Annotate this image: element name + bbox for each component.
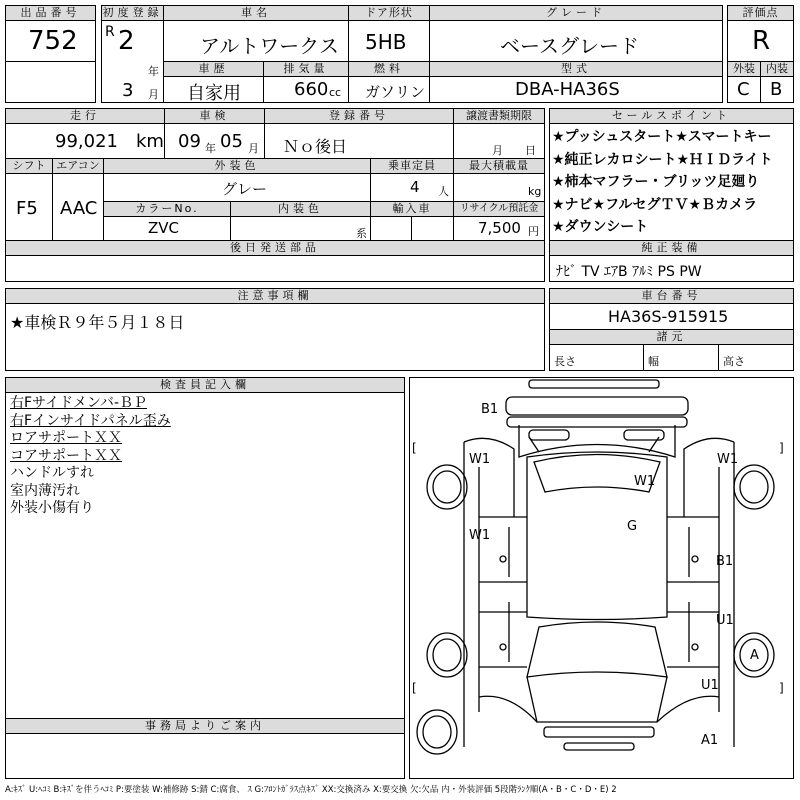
- sales-point: ★ナビ★フルセグＴＶ★Ｂカメラ: [552, 196, 758, 213]
- office-header: 事務局よりご案内: [5, 718, 405, 734]
- inspection-header: 車検: [164, 108, 265, 124]
- handle-left-front: [500, 556, 506, 562]
- inspection-year-unit: 年: [205, 142, 216, 155]
- plate: Ｎｏ後日: [283, 137, 348, 156]
- body-left-side: [464, 442, 479, 747]
- front-fender-left: [464, 438, 514, 517]
- displacement-header: 排気量: [263, 61, 349, 77]
- import-cell: [370, 216, 412, 241]
- mark-u1-right-door: U1: [716, 613, 734, 628]
- chassis-header: 車台番号: [549, 288, 794, 304]
- shift: F5: [16, 198, 38, 219]
- first-reg-month-unit: 月: [148, 88, 159, 101]
- door-right-front: [667, 517, 719, 582]
- handle-right-front: [692, 556, 698, 562]
- docs-header: 譲渡書類期限: [453, 108, 545, 124]
- first-reg-year: 2: [118, 26, 135, 56]
- mark-a-right-wheel: A: [750, 648, 759, 663]
- first-reg-header: 初度登録: [102, 6, 163, 19]
- interior-header: 内装色: [230, 201, 371, 217]
- inspector-note: 右Fインサイドパネル歪み: [10, 412, 171, 429]
- front-grille: [506, 397, 688, 415]
- mark-w1-roof: W1: [634, 474, 656, 489]
- sales-points-header: セールスポイント: [549, 108, 794, 124]
- height-label: 高さ: [723, 355, 745, 368]
- interior-cell: [230, 216, 371, 241]
- length-label: 長さ: [554, 355, 576, 368]
- grade-header: グレード: [429, 5, 723, 21]
- capacity-unit: 人: [438, 185, 449, 198]
- chassis-number: HA36S-915915: [608, 307, 729, 326]
- handle-right-rear: [692, 644, 698, 650]
- sales-point: ★ダウンシート: [552, 219, 649, 235]
- inspection-month: 05: [220, 131, 243, 152]
- int-score-header: 内装: [760, 61, 794, 77]
- mark-g-glass: G: [627, 519, 638, 534]
- ac-header: エアコン: [52, 158, 104, 174]
- front-fender-right: [684, 438, 734, 517]
- later-parts-cell: [5, 255, 545, 282]
- body-right-side: [719, 442, 734, 747]
- wheel-front-left-inner: [433, 471, 461, 503]
- inspector-header: 検査員記入欄: [5, 377, 405, 393]
- mark-w1-left-front: W1: [469, 452, 491, 467]
- handle-left-rear: [500, 644, 506, 650]
- recycle: 7,500: [478, 219, 521, 237]
- displacement-unit: cc: [329, 86, 342, 99]
- score: R: [752, 26, 771, 56]
- door-left-rear: [479, 612, 527, 667]
- mark-w1-left-door: W1: [469, 528, 491, 543]
- docs-month: 月: [492, 144, 503, 157]
- legend-footer: A:ｷｽﾞ U:ﾍｺﾐ B:ｷｽﾞを伴うﾍｺﾐ P:要塗装 W:補修跡 S:錆 C:腐食、 ｽ G:ﾌﾛﾝﾄｶﾞﾗｽ点ｷｽﾞ XX:交換済み X:要交換 欠:欠品 内・外装評価 5段階ﾗﾝｸ順(A・B・C・D・E) 2: [5, 785, 617, 795]
- inspection-month-unit: 月: [248, 142, 259, 155]
- car-damage-diagram: [409, 377, 794, 779]
- fuel: ガソリン: [365, 83, 426, 101]
- mark-a1-rear: A1: [701, 733, 719, 748]
- door-type: 5HB: [365, 30, 407, 54]
- first-reg-era: R: [105, 24, 115, 40]
- history: 自家用: [187, 83, 241, 104]
- width-label: 幅: [648, 355, 659, 368]
- mileage: 99,021: [55, 131, 118, 152]
- inspector-note: ロアサポートＸＸ: [10, 430, 122, 446]
- front-bumper: [529, 380, 659, 388]
- color-no-header: カラーNo.: [103, 201, 231, 217]
- notes-header: 注意事項欄: [5, 288, 545, 304]
- first-reg-month: 3: [122, 80, 134, 101]
- office-cell: [5, 733, 405, 779]
- load-unit: kg: [528, 185, 542, 198]
- import-header: 輸入車: [370, 201, 454, 217]
- rear-bumper: [544, 727, 654, 737]
- mark-b1-right-door: B1: [716, 554, 734, 569]
- rear-panel: [479, 696, 719, 722]
- lot-number-header: 出品番号: [5, 5, 96, 21]
- dims-header: 諸元: [549, 329, 794, 345]
- color-no: ZVC: [148, 219, 180, 237]
- headlight-left: [529, 430, 569, 440]
- notes: ★車検Ｒ９年５月１８日: [10, 313, 185, 332]
- wheel-rear-left-inner: [433, 639, 461, 671]
- displacement: 660: [294, 79, 329, 100]
- capacity: 4: [410, 178, 420, 196]
- lot-number: 752: [28, 26, 78, 56]
- recycle-unit: 円: [528, 225, 539, 238]
- model: DBA-HA36S: [515, 79, 620, 100]
- inspection-year: 09: [178, 131, 201, 152]
- int-score: B: [770, 79, 783, 100]
- sales-point: ★プッシュスタート★スマートキー: [552, 129, 772, 145]
- door-left-front: [479, 517, 527, 582]
- rear-bumper-lower: [564, 743, 634, 750]
- spare-wheel-inner: [423, 716, 451, 748]
- import-cell-2: [411, 216, 454, 241]
- bracket-left-front: [: [412, 441, 417, 455]
- color-header: 外装色: [103, 158, 371, 174]
- wheel-front-right-inner: [740, 471, 768, 503]
- first-reg-year-unit: 年: [148, 65, 159, 78]
- model-header: 型式: [429, 61, 723, 77]
- tailgate: [527, 677, 667, 722]
- inspector-note: 室内薄汚れ: [10, 482, 80, 499]
- mark-w1-right-front: W1: [717, 452, 739, 467]
- grade: ベースグレード: [500, 34, 639, 58]
- mark-u1-rear: U1: [701, 678, 719, 693]
- capacity-header: 乗車定員: [370, 158, 454, 174]
- recycle-header: リサイクル預託金: [453, 201, 545, 217]
- lot-blank-cell: [5, 61, 96, 103]
- front-lip: [507, 417, 687, 427]
- inspector-note: 右Fサイドメンバ-ＢＰ: [10, 395, 148, 411]
- ac: AAC: [60, 198, 98, 219]
- equipment: ﾅﾋﾞ TV ｴｱB ｱﾙﾐ PS PW: [556, 264, 702, 280]
- fuel-header: 燃料: [348, 61, 430, 77]
- inspector-note: ハンドルすれ: [10, 465, 94, 481]
- rear-window: [527, 622, 667, 677]
- sales-point: ★柿本マフラー・ブリッツ足廻り: [552, 174, 760, 190]
- plate-header: 登録番号: [264, 108, 454, 124]
- later-parts-header: 後日発送部品: [5, 240, 545, 256]
- sales-points-list: [552, 126, 792, 239]
- car-name-header: 車名: [163, 5, 349, 21]
- door-right-rear: [667, 612, 719, 667]
- bracket-right-front: ]: [779, 441, 784, 455]
- load-header: 最大積載量: [453, 158, 545, 174]
- mark-b1-front: B1: [481, 402, 499, 417]
- inspector-note: 外装小傷有り: [10, 500, 94, 516]
- history-header: 車歴: [163, 61, 264, 77]
- inspector-notes-list: [10, 395, 400, 518]
- inspector-note: コアサポートＸＸ: [10, 447, 122, 464]
- car-name: アルトワークス: [200, 34, 339, 58]
- score-header: 評価点: [727, 5, 794, 21]
- interior-unit: 系: [356, 227, 367, 240]
- docs-day: 日: [525, 144, 536, 157]
- door-header: ドア形状: [348, 5, 430, 21]
- bracket-right-rear: ]: [779, 681, 784, 695]
- equipment-header: 純正装備: [549, 240, 794, 256]
- mileage-header: 走行: [5, 108, 165, 124]
- sales-point: ★純正レカロシート★ＨＩＤライト: [552, 151, 773, 168]
- bracket-left-rear: [: [412, 681, 417, 695]
- color: グレー: [222, 180, 268, 198]
- mileage-unit: km: [136, 131, 164, 152]
- shift-header: シフト: [5, 158, 53, 174]
- ext-score-header: 外装: [727, 61, 761, 77]
- ext-score: C: [737, 79, 750, 100]
